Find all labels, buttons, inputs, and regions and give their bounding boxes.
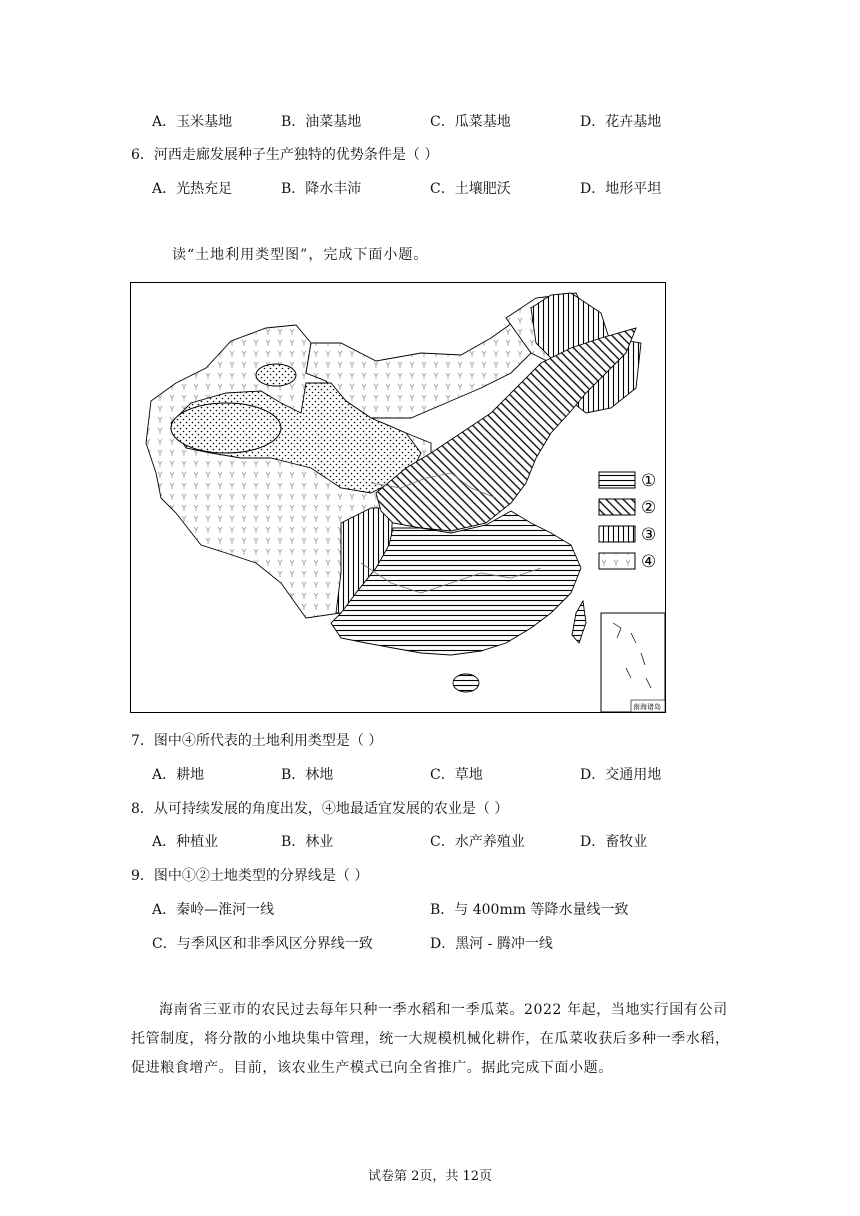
prev-option-a: A．玉米基地 — [152, 114, 233, 130]
south-china-sea-inset — [601, 613, 665, 712]
taiwan-island — [572, 601, 586, 643]
page-footer: 试卷第 2页，共 12页 — [367, 1169, 493, 1184]
tarim-oval — [171, 403, 281, 453]
hainan-island — [453, 674, 479, 692]
q7-option-c: C．草地 — [430, 767, 483, 783]
question-6-stem: 6．河西走廊发展种子生产独特的优势条件是（ ） — [131, 147, 439, 163]
q6-option-b: B．降水丰沛 — [281, 181, 362, 197]
q6-option-c: C．土壤肥沃 — [430, 181, 511, 197]
map-legend — [599, 471, 656, 572]
junggar-oval — [256, 364, 296, 386]
legend-label-4: ④ — [641, 552, 657, 572]
question-9-stem: 9．图中①②土地类型的分界线是（ ） — [131, 868, 369, 884]
china-land-use-map-svg — [131, 283, 665, 712]
q8-option-d: D．畜牧业 — [580, 834, 648, 850]
question-7-stem: 7．图中④所代表的土地利用类型是（ ） — [131, 733, 383, 749]
prev-option-b: B．油菜基地 — [281, 114, 362, 130]
legend-label-3: ③ — [641, 525, 657, 545]
inset-label: 南海诸岛 — [633, 703, 661, 711]
question-8-stem: 8．从可持续发展的角度出发，④地最适宜发展的农业是（ ） — [131, 801, 509, 817]
land-use-map — [130, 282, 666, 713]
hainan-passage: 海南省三亚市的农民过去每年只种一季水稻和一季瓜菜。2022 年起，当地实行国有公司托管制度，将分散的小地块集中管理，统一大规模机械化耕作，在瓜菜收获后多种一季水稻，促进粮食增产。目前，该农业生产模式已向全省推广。据此完成下面小题。 — [131, 1002, 730, 1076]
prev-option-d: D．花卉基地 — [580, 114, 662, 130]
q8-option-a: A．种植业 — [152, 834, 219, 850]
q9-option-d: D．黑河 - 腾冲一线 — [430, 936, 553, 952]
q9-option-c: C．与季风区和非季风区分界线一致 — [152, 936, 373, 952]
q8-option-c: C．水产养殖业 — [430, 834, 525, 850]
q6-option-a: A．光热充足 — [152, 181, 233, 197]
q7-option-b: B．林地 — [281, 767, 334, 783]
legend-label-1: ① — [641, 471, 657, 491]
q7-option-d: D．交通用地 — [580, 767, 662, 783]
q9-option-a: A．秦岭—淮河一线 — [152, 902, 275, 918]
map-intro: 读“土地利用类型图”，完成下面小题。 — [172, 247, 429, 263]
legend-label-2: ② — [641, 498, 657, 518]
q8-option-b: B．林业 — [281, 834, 334, 850]
q6-option-d: D．地形平坦 — [580, 181, 662, 197]
q7-option-a: A．耕地 — [152, 767, 205, 783]
q9-option-b: B．与 400mm 等降水量线一致 — [430, 902, 629, 918]
prev-option-c: C．瓜菜基地 — [430, 114, 511, 130]
